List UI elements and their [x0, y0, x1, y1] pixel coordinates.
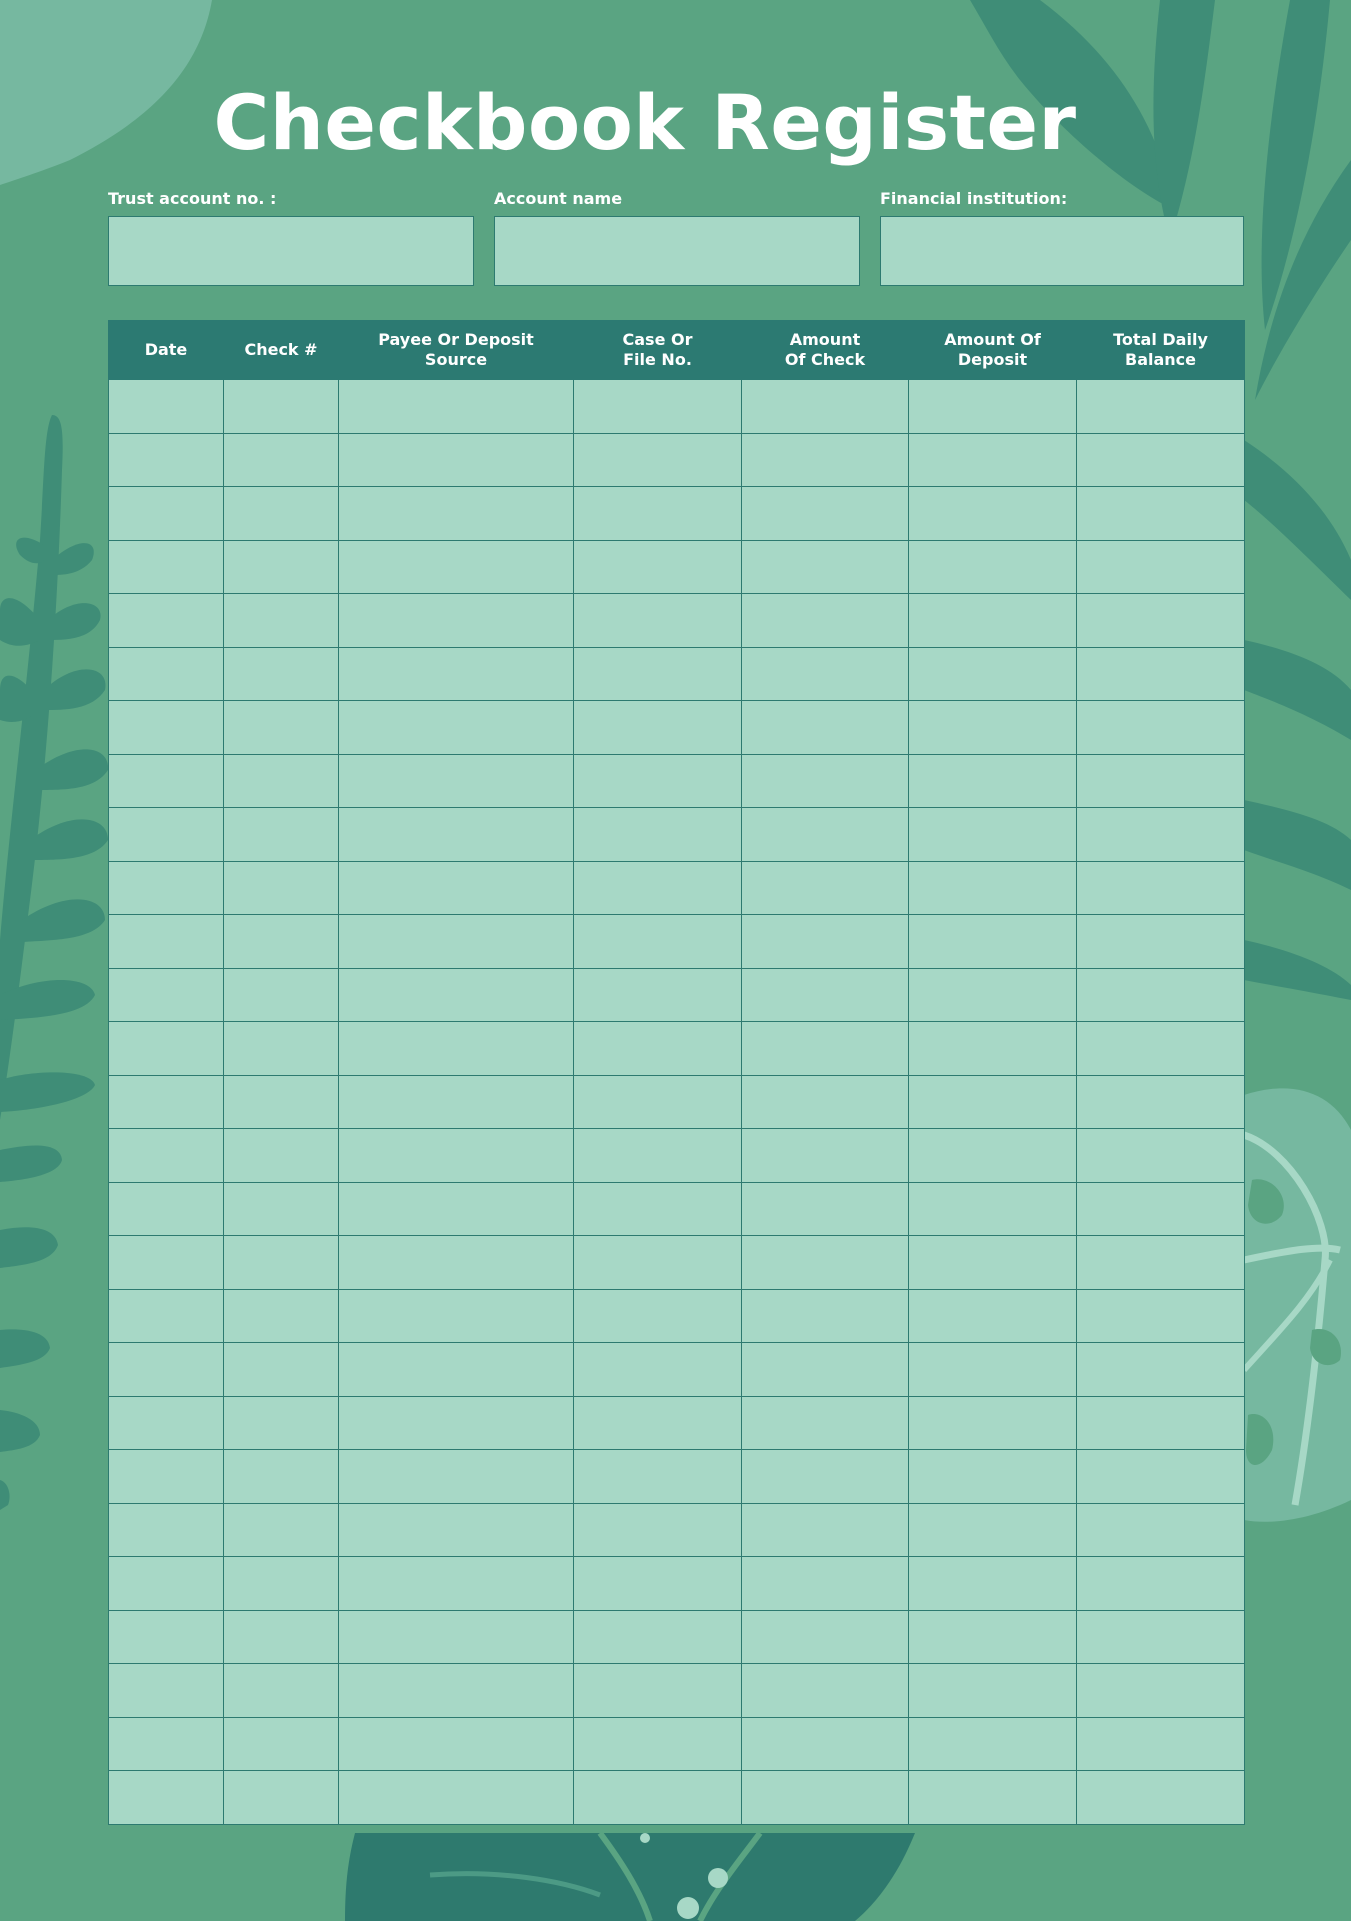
register-body [109, 380, 1245, 1825]
table-cell[interactable] [909, 594, 1077, 648]
table-cell[interactable] [339, 1022, 574, 1076]
table-cell[interactable] [909, 1129, 1077, 1183]
table-cell[interactable] [224, 1343, 339, 1397]
table-cell[interactable] [909, 754, 1077, 808]
table-cell[interactable] [224, 594, 339, 648]
table-cell[interactable] [909, 1396, 1077, 1450]
table-cell[interactable] [574, 1771, 742, 1825]
table-cell[interactable] [224, 861, 339, 915]
table-row [109, 540, 1245, 594]
table-cell[interactable] [742, 594, 909, 648]
table-cell[interactable] [109, 1450, 224, 1504]
table-cell[interactable] [1077, 1129, 1245, 1183]
table-cell[interactable] [1077, 915, 1245, 969]
table-cell[interactable] [1077, 380, 1245, 434]
table-cell[interactable] [224, 1236, 339, 1290]
table-cell[interactable] [742, 380, 909, 434]
table-cell[interactable] [339, 1343, 574, 1397]
table-cell[interactable] [109, 1557, 224, 1611]
column-header-amount-of-deposit: Amount Of Deposit [909, 321, 1077, 380]
table-cell[interactable] [339, 701, 574, 755]
table-cell[interactable] [1077, 1503, 1245, 1557]
table-cell[interactable] [909, 380, 1077, 434]
table-cell[interactable] [1077, 754, 1245, 808]
table-cell[interactable] [909, 1182, 1077, 1236]
table-cell[interactable] [909, 1343, 1077, 1397]
table-cell[interactable] [909, 968, 1077, 1022]
table-cell[interactable] [339, 1396, 574, 1450]
table-cell[interactable] [1077, 647, 1245, 701]
table-cell[interactable] [1077, 701, 1245, 755]
trust-account-label: Trust account no. : [108, 189, 277, 208]
table-cell[interactable] [339, 1664, 574, 1718]
table-cell[interactable] [224, 380, 339, 434]
table-cell[interactable] [109, 1236, 224, 1290]
table-row [109, 808, 1245, 862]
table-cell[interactable] [339, 1717, 574, 1771]
table-cell[interactable] [109, 1396, 224, 1450]
table-row [109, 1022, 1245, 1076]
table-cell[interactable] [1077, 1664, 1245, 1718]
table-cell[interactable] [742, 1022, 909, 1076]
table-cell[interactable] [742, 1557, 909, 1611]
table-cell[interactable] [339, 1182, 574, 1236]
table-cell[interactable] [574, 1717, 742, 1771]
table-cell[interactable] [574, 380, 742, 434]
table-cell[interactable] [742, 968, 909, 1022]
trust-account-field[interactable] [108, 216, 474, 286]
table-cell[interactable] [909, 487, 1077, 541]
financial-institution-label: Financial institution: [880, 189, 1068, 208]
table-cell[interactable] [339, 1771, 574, 1825]
table-cell[interactable] [742, 1396, 909, 1450]
table-row [109, 433, 1245, 487]
table-cell[interactable] [339, 1557, 574, 1611]
table-cell[interactable] [742, 1182, 909, 1236]
table-cell[interactable] [1077, 594, 1245, 648]
table-cell[interactable] [742, 754, 909, 808]
column-header-case-or-file-no: Case Or File No. [574, 321, 742, 380]
table-cell[interactable] [339, 754, 574, 808]
table-cell[interactable] [909, 540, 1077, 594]
table-cell[interactable] [109, 647, 224, 701]
table-cell[interactable] [339, 808, 574, 862]
table-cell[interactable] [574, 1557, 742, 1611]
table-cell[interactable] [109, 915, 224, 969]
table-cell[interactable] [909, 1771, 1077, 1825]
table-cell[interactable] [742, 861, 909, 915]
table-cell[interactable] [574, 861, 742, 915]
table-cell[interactable] [909, 808, 1077, 862]
table-cell[interactable] [339, 1610, 574, 1664]
table-cell[interactable] [574, 701, 742, 755]
table-cell[interactable] [224, 433, 339, 487]
table-row [109, 1664, 1245, 1718]
table-cell[interactable] [339, 968, 574, 1022]
table-cell[interactable] [574, 1236, 742, 1290]
table-cell[interactable] [742, 1075, 909, 1129]
table-cell[interactable] [909, 433, 1077, 487]
table-cell[interactable] [224, 701, 339, 755]
table-cell[interactable] [909, 701, 1077, 755]
table-cell[interactable] [742, 487, 909, 541]
table-row [109, 1289, 1245, 1343]
table-cell[interactable] [109, 701, 224, 755]
table-cell[interactable] [1077, 861, 1245, 915]
table-row [109, 1503, 1245, 1557]
table-cell[interactable] [339, 1129, 574, 1183]
table-cell[interactable] [1077, 808, 1245, 862]
table-row [109, 1450, 1245, 1504]
table-cell[interactable] [109, 808, 224, 862]
table-cell[interactable] [742, 1610, 909, 1664]
table-cell[interactable] [574, 1396, 742, 1450]
table-cell[interactable] [574, 1343, 742, 1397]
table-cell[interactable] [339, 1289, 574, 1343]
table-cell[interactable] [109, 1075, 224, 1129]
table-row [109, 968, 1245, 1022]
table-cell[interactable] [109, 487, 224, 541]
table-row [109, 1343, 1245, 1397]
table-cell[interactable] [339, 1450, 574, 1504]
table-cell[interactable] [224, 540, 339, 594]
table-cell[interactable] [224, 1717, 339, 1771]
table-row [109, 594, 1245, 648]
table-cell[interactable] [1077, 1771, 1245, 1825]
table-cell[interactable] [109, 1289, 224, 1343]
table-cell[interactable] [224, 968, 339, 1022]
column-header-amount-of-check: Amount Of Check [742, 321, 909, 380]
table-cell[interactable] [224, 1450, 339, 1504]
table-cell[interactable] [224, 647, 339, 701]
table-cell[interactable] [109, 861, 224, 915]
table-cell[interactable] [224, 754, 339, 808]
table-cell[interactable] [742, 1771, 909, 1825]
table-row [109, 861, 1245, 915]
table-cell[interactable] [109, 1610, 224, 1664]
account-name-label: Account name [494, 189, 623, 208]
table-cell[interactable] [909, 1236, 1077, 1290]
table-cell[interactable] [109, 1182, 224, 1236]
table-cell[interactable] [574, 1450, 742, 1504]
table-cell[interactable] [909, 1503, 1077, 1557]
table-cell[interactable] [109, 1129, 224, 1183]
table-cell[interactable] [909, 861, 1077, 915]
table-cell[interactable] [574, 915, 742, 969]
table-cell[interactable] [339, 1236, 574, 1290]
table-cell[interactable] [224, 487, 339, 541]
table-cell[interactable] [109, 968, 224, 1022]
table-row [109, 1075, 1245, 1129]
table-cell[interactable] [1077, 433, 1245, 487]
table-cell[interactable] [109, 380, 224, 434]
table-cell[interactable] [109, 594, 224, 648]
table-cell[interactable] [909, 1664, 1077, 1718]
table-cell[interactable] [742, 1664, 909, 1718]
table-cell[interactable] [109, 1771, 224, 1825]
table-cell[interactable] [224, 1075, 339, 1129]
page-title: Checkbook Register [213, 78, 1077, 167]
table-cell[interactable] [1077, 1610, 1245, 1664]
table-cell[interactable] [909, 1075, 1077, 1129]
table-cell[interactable] [109, 1664, 224, 1718]
column-header-check-number: Check # [224, 321, 339, 380]
table-cell[interactable] [1077, 1075, 1245, 1129]
table-cell[interactable] [574, 647, 742, 701]
table-cell[interactable] [909, 647, 1077, 701]
table-cell[interactable] [742, 915, 909, 969]
table-row [109, 1771, 1245, 1825]
table-cell[interactable] [1077, 487, 1245, 541]
table-cell[interactable] [574, 1182, 742, 1236]
table-cell[interactable] [742, 1236, 909, 1290]
table-cell[interactable] [339, 594, 574, 648]
table-cell[interactable] [574, 594, 742, 648]
table-cell[interactable] [742, 1129, 909, 1183]
table-cell[interactable] [574, 1664, 742, 1718]
table-cell[interactable] [1077, 1450, 1245, 1504]
table-row [109, 1236, 1245, 1290]
table-cell[interactable] [574, 487, 742, 541]
table-cell[interactable] [742, 1450, 909, 1504]
table-cell[interactable] [224, 1664, 339, 1718]
table-cell[interactable] [339, 861, 574, 915]
table-cell[interactable] [224, 1129, 339, 1183]
table-cell[interactable] [224, 1022, 339, 1076]
table-row [109, 1396, 1245, 1450]
table-cell[interactable] [742, 1717, 909, 1771]
table-cell[interactable] [1077, 1557, 1245, 1611]
table-cell[interactable] [742, 701, 909, 755]
table-row [109, 647, 1245, 701]
table-cell[interactable] [574, 754, 742, 808]
table-cell[interactable] [909, 1717, 1077, 1771]
column-header-date: Date [109, 321, 224, 380]
table-cell[interactable] [1077, 540, 1245, 594]
table-cell[interactable] [339, 433, 574, 487]
table-cell[interactable] [574, 808, 742, 862]
register-table [108, 320, 1245, 1825]
table-cell[interactable] [909, 1022, 1077, 1076]
table-cell[interactable] [574, 1075, 742, 1129]
table-cell[interactable] [1077, 1236, 1245, 1290]
table-row [109, 754, 1245, 808]
table-cell[interactable] [909, 915, 1077, 969]
table-cell[interactable] [909, 1450, 1077, 1504]
header-row [109, 321, 1245, 380]
table-row [109, 487, 1245, 541]
table-cell[interactable] [224, 1771, 339, 1825]
table-row [109, 1557, 1245, 1611]
table-row [109, 1610, 1245, 1664]
table-cell[interactable] [574, 1129, 742, 1183]
table-cell[interactable] [742, 808, 909, 862]
table-cell[interactable] [574, 1610, 742, 1664]
table-cell[interactable] [339, 380, 574, 434]
table-cell[interactable] [109, 433, 224, 487]
financial-institution-field[interactable] [880, 216, 1244, 286]
table-cell[interactable] [1077, 1717, 1245, 1771]
table-cell[interactable] [109, 1503, 224, 1557]
table-cell[interactable] [574, 1289, 742, 1343]
column-header-total-daily-balance: Total Daily Balance [1077, 321, 1245, 380]
table-cell[interactable] [574, 1503, 742, 1557]
table-cell[interactable] [224, 1610, 339, 1664]
table-cell[interactable] [574, 433, 742, 487]
table-cell[interactable] [339, 540, 574, 594]
table-cell[interactable] [909, 1610, 1077, 1664]
table-cell[interactable] [224, 915, 339, 969]
table-cell[interactable] [224, 1289, 339, 1343]
table-cell[interactable] [1077, 1022, 1245, 1076]
table-cell[interactable] [109, 754, 224, 808]
table-cell[interactable] [742, 1289, 909, 1343]
table-cell[interactable] [742, 1503, 909, 1557]
table-cell[interactable] [742, 1343, 909, 1397]
table-row [109, 380, 1245, 434]
table-cell[interactable] [574, 540, 742, 594]
table-cell[interactable] [909, 1557, 1077, 1611]
table-cell[interactable] [224, 808, 339, 862]
table-cell[interactable] [574, 1022, 742, 1076]
table-cell[interactable] [224, 1396, 339, 1450]
table-row [109, 1717, 1245, 1771]
table-row [109, 1182, 1245, 1236]
table-row [109, 915, 1245, 969]
table-cell[interactable] [742, 647, 909, 701]
table-cell[interactable] [224, 1557, 339, 1611]
table-cell[interactable] [574, 968, 742, 1022]
table-cell[interactable] [109, 540, 224, 594]
table-cell[interactable] [224, 1503, 339, 1557]
table-cell[interactable] [109, 1022, 224, 1076]
table-cell[interactable] [1077, 1182, 1245, 1236]
table-cell[interactable] [742, 540, 909, 594]
table-cell[interactable] [339, 647, 574, 701]
table-cell[interactable] [909, 1289, 1077, 1343]
table-cell[interactable] [742, 433, 909, 487]
table-cell[interactable] [339, 1075, 574, 1129]
account-name-field[interactable] [494, 216, 860, 286]
table-cell[interactable] [1077, 1396, 1245, 1450]
table-cell[interactable] [339, 487, 574, 541]
table-cell[interactable] [339, 915, 574, 969]
table-cell[interactable] [109, 1343, 224, 1397]
table-cell[interactable] [1077, 968, 1245, 1022]
table-cell[interactable] [1077, 1289, 1245, 1343]
table-cell[interactable] [339, 1503, 574, 1557]
column-header-payee-or-deposit-source: Payee Or Deposit Source [339, 321, 574, 380]
table-cell[interactable] [224, 1182, 339, 1236]
table-row [109, 1129, 1245, 1183]
table-cell[interactable] [109, 1717, 224, 1771]
table-cell[interactable] [1077, 1343, 1245, 1397]
table-row [109, 701, 1245, 755]
